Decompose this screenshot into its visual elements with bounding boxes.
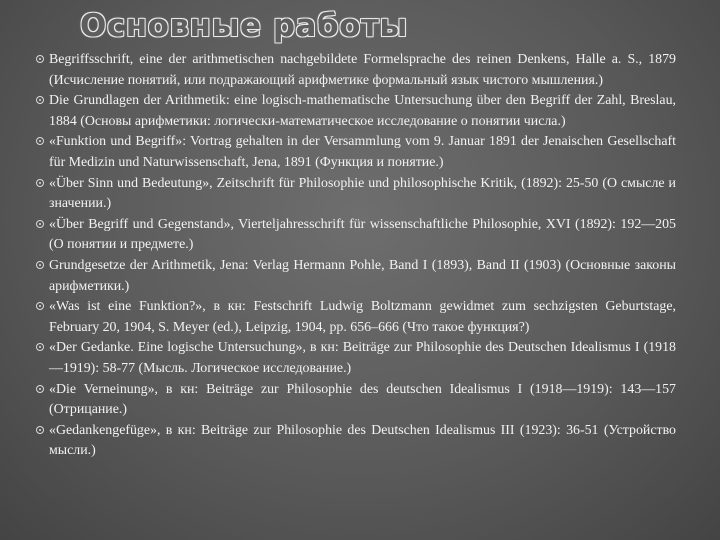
list-item	[36, 338, 676, 379]
circle-bullet-icon	[36, 343, 44, 351]
works-list	[36, 50, 676, 462]
list-item-text: «Was ist eine Funktion?», в кн: Festschrift Ludwig Boltzmann gewidmet zum sechzigsten Geburtstage, February 20, 1904, S. Meyer (ed.), Leipzig, 1904, pp. 656–666 (Что такое функция?)	[49, 299, 676, 335]
circle-bullet-icon	[36, 96, 44, 104]
list-item	[36, 380, 676, 421]
list-item	[36, 421, 676, 462]
circle-bullet-icon	[36, 220, 44, 228]
circle-bullet-icon	[36, 179, 44, 187]
list-item-text: «Die Verneinung», в кн: Beiträge zur Philosophie des deutschen Idealismus I (1918—1919): 143—157 (Отрицание.)	[49, 381, 676, 418]
list-item-text: «Über Begriff und Gegenstand», Vierteljahresschrift für wissenschaftliche Philosophie, XVI (1892): 192—205 (О понятии и предмете.)	[49, 216, 676, 253]
list-item-text: «Der Gedanke. Eine logische Untersuchung», в кн: Beiträge zur Philosophie des Deutschen Idealismus I (1918—1919): 58-77 (Мысль. Логическое исследование.)	[49, 340, 676, 376]
circle-bullet-icon	[36, 385, 44, 393]
list-item	[36, 297, 676, 338]
list-item-text: Begriffsschrift, eine der arithmetischen nachgebildete Formelsprache des reinen Denkens, Halle a. S., 1879 (Исчисление понятий, или подражающий арифметике формальный язык чистого мышления.)	[49, 52, 676, 88]
list-item-text: Grundgesetze der Arithmetik, Jena: Verlag Hermann Pohle, Band I (1893), Band II (1903) (Основные законы арифметики.)	[49, 257, 676, 294]
slide-title: Основные работы	[80, 8, 408, 44]
circle-bullet-icon	[36, 261, 44, 269]
list-item	[36, 132, 676, 173]
list-item	[36, 91, 676, 132]
circle-bullet-icon	[36, 137, 44, 145]
circle-bullet-icon	[36, 426, 44, 434]
list-item-text: «Funktion und Begriff»: Vortrag gehalten in der Versammlung vom 9. Januar 1891 der Jenaischen Gesellschaft für Medizin und Naturwissenschaft, Jena, 1891 (Функция и понятие.)	[49, 134, 676, 170]
list-item-text: «Gedankengefüge», в кн: Beiträge zur Philosophie des Deutschen Idealismus III (1923): 36-51 (Устройство мысли.)	[49, 422, 676, 459]
list-item	[36, 256, 676, 297]
list-item	[36, 174, 676, 215]
list-item-text: Die Grundlagen der Arithmetik: eine logisch-mathematische Untersuchung über den Begriff der Zahl, Breslau, 1884 (Основы арифметики: логически-математическое исследование о понятии числа.)	[49, 93, 676, 129]
list-item	[36, 50, 676, 91]
list-item	[36, 215, 676, 256]
circle-bullet-icon	[36, 55, 44, 63]
list-item-text: «Über Sinn und Bedeutung», Zeitschrift für Philosophie und philosophische Kritik, (1892): 25-50 (О смысле и значении.)	[49, 175, 676, 212]
circle-bullet-icon	[36, 302, 44, 310]
